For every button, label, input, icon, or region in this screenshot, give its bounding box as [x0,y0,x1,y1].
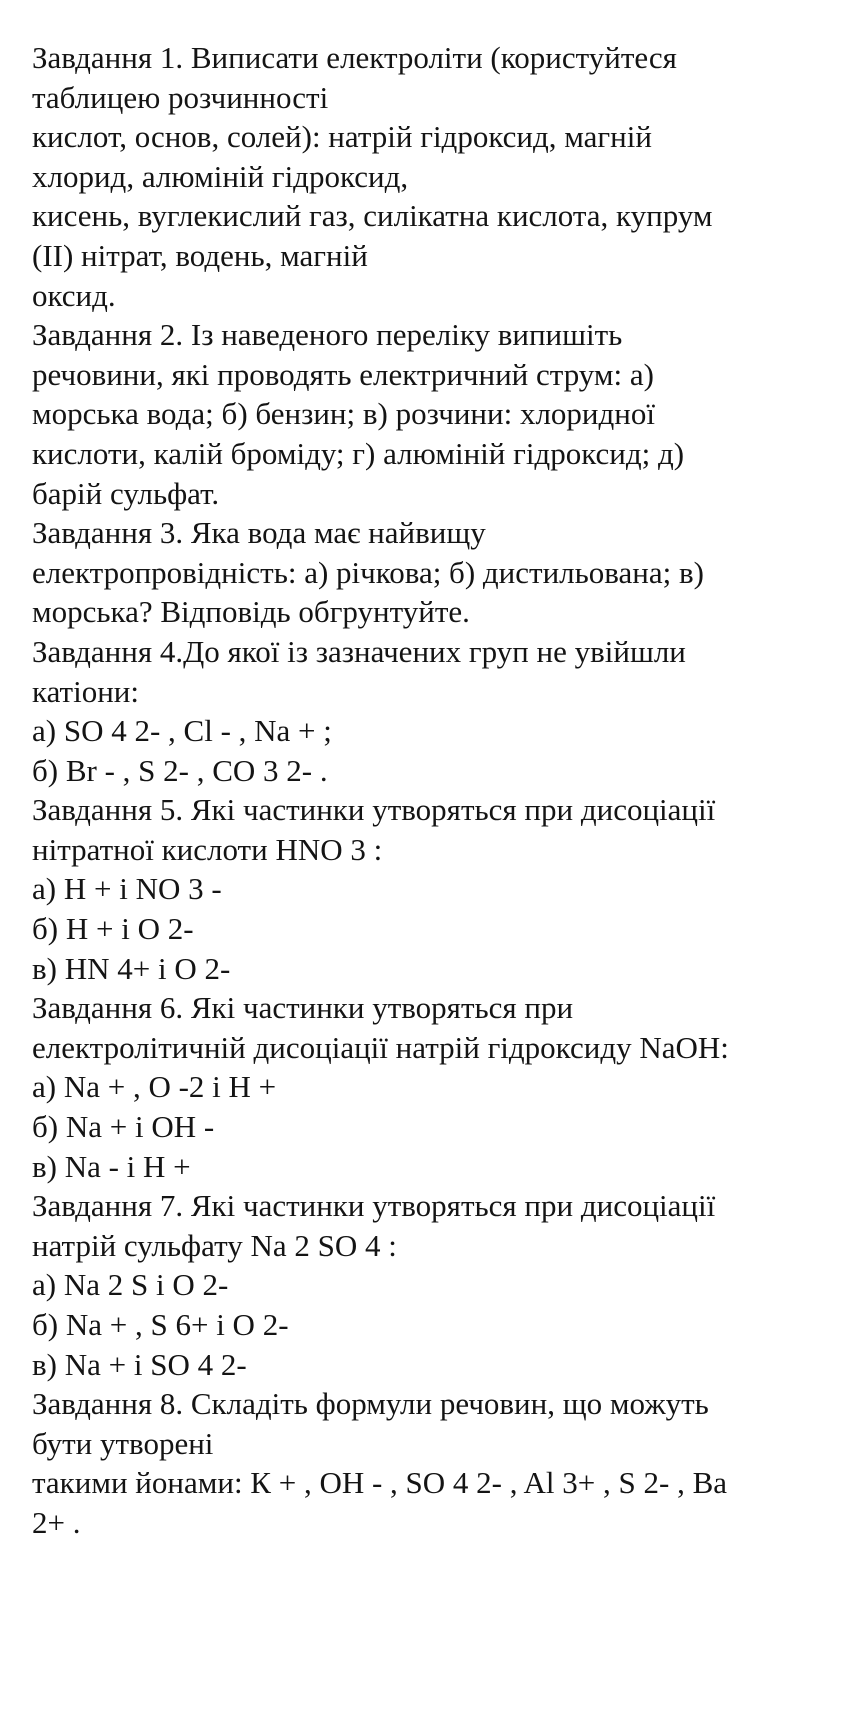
task-3-line-1: Завдання 3. Яка вода має найвищу [32,515,486,551]
task-1-line-5: кисень, вуглекислий газ, силікатна кислота, купрум [32,198,713,234]
task-3-line-2: електропровідність: а) річкова; б) дистильована; в) [32,554,704,590]
task-7-line-1: Завдання 7. Які частинки утворяться при дисоціації [32,1188,716,1224]
task-1-line-2: таблицею розчинності [32,79,329,115]
task-3-line-3: морська? Відповідь обгрунтуйте. [32,594,470,630]
task-1-line-6: (II) нітрат, водень, магній [32,237,368,273]
task-2-line-5: барій сульфат. [32,475,220,511]
task-1-line-7: оксид. [32,277,116,313]
task-8-line-4: 2+ . [32,1504,81,1540]
task-5-option-b: б) H + і O 2- [32,911,194,947]
task-5-option-c: в) HN 4+ і O 2- [32,950,231,986]
task-5-line-1: Завдання 5. Які частинки утворяться при дисоціації [32,792,716,828]
task-8-line-1: Завдання 8. Складіть формули речовин, що можуть [32,1386,709,1422]
task-4-option-a: а) SO 4 2- , Cl - , Na + ; [32,713,332,749]
task-6-option-c: в) Na - і H + [32,1148,191,1184]
task-2-line-2: речовини, які проводять електричний струм: а) [32,356,654,392]
task-7-option-c: в) Na + і SO 4 2- [32,1346,247,1382]
task-4-line-1: Завдання 4.До якої із зазначених груп не увійшли [32,633,686,669]
task-2-line-1: Завдання 2. Із наведеного переліку випишіть [32,317,623,353]
task-5-option-a: а) H + і NO 3 - [32,871,222,907]
task-7-option-b: б) Na + , S 6+ і O 2- [32,1307,289,1342]
task-6-option-a: а) Na + , O -2 і H + [32,1069,277,1105]
task-8-line-3: такими йонами: К + , OH - , SO 4 2- , Al 3+ , S 2- , Ba [32,1465,728,1501]
task-1-line-4: хлорид, алюміній гідроксид, [32,158,409,194]
task-6-line-2: електролітичній дисоціації натрій гідроксиду NaOH: [32,1029,729,1065]
task-1-line-1: Завдання 1. Виписати електроліти (користуйтеся [32,40,677,75]
task-5-line-2: нітратної кислоти HNO 3 : [32,831,383,867]
task-2-line-3: морська вода; б) бензин; в) розчини: хлоридної [32,396,655,432]
task-8-line-2: бути утворені [32,1425,214,1461]
task-7-line-2: натрій сульфату Na 2 SO 4 : [32,1227,397,1263]
task-7-option-a: а) Na 2 S і O 2- [32,1267,229,1303]
task-4-line-2: катіони: [32,673,140,709]
task-2-line-4: кислоти, калій броміду; г) алюміній гідроксид; д) [32,435,685,471]
task-6-line-1: Завдання 6. Які частинки утворяться при [32,990,574,1026]
assignment-text [32,38,858,1543]
task-6-option-b: б) Na + і OH - [32,1109,215,1145]
task-4-option-b: б) Br - , S 2- , CO 3 2- . [32,752,328,788]
task-1-line-3: кислот, основ, солей): натрій гідроксид, магній [32,119,652,155]
